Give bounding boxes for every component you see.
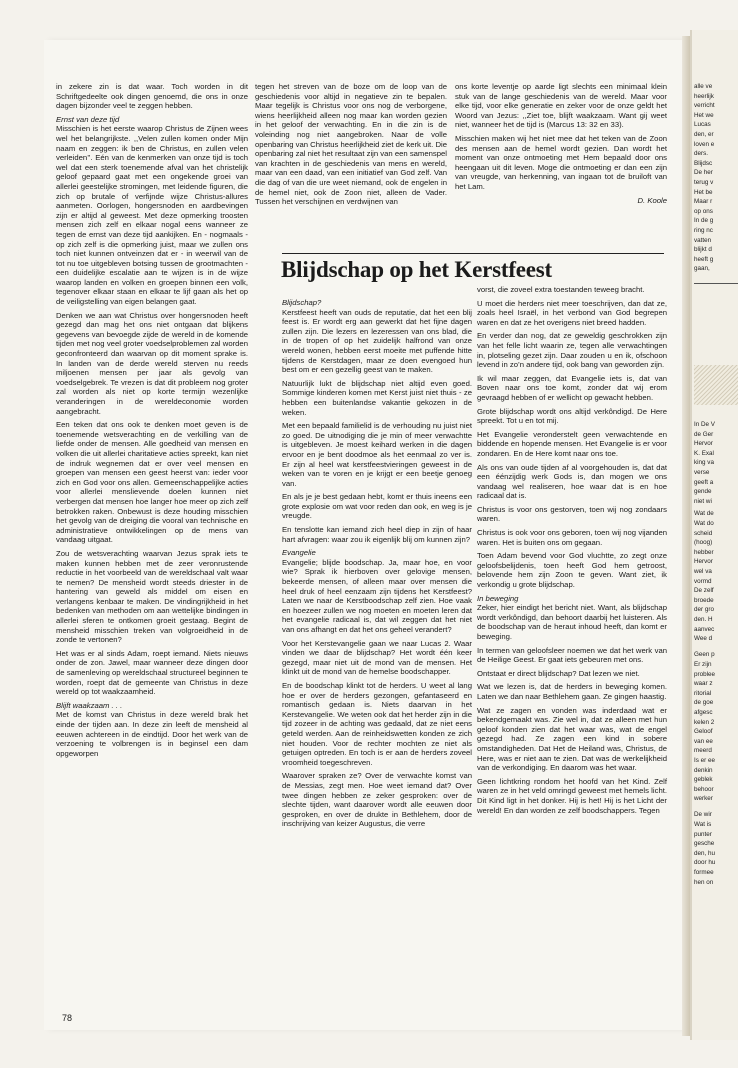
article-title: Blijdschap op het Kerstfeest xyxy=(281,257,553,282)
paragraph: Kerstfeest heeft van ouds de reputatie, dat het een blij feest is. Er wordt erg aan gewerkt dat het fijne dagen zullen zijn. Die lezers en lezeressen van ons blad, die in de tropen of op het zuidelijk halfrond van onze wereld wonen, hebben eerst moeite met puffende hitte tijdens de Kerstdagen, maar ze doen evengoed hun best om er een gezellig geest van te maken. xyxy=(282,307,472,375)
edge-text-line: Het we xyxy=(694,111,714,119)
edge-text-line: king va xyxy=(694,459,714,467)
edge-text-line: Hervor xyxy=(694,558,713,566)
article2-column-1 xyxy=(282,294,472,833)
section-heading: Ernst van deze tijd xyxy=(56,114,120,124)
paragraph: Als ons van oude tijden af al voorgehouden is, dat dat een éénzijdig werk Gods is, dan mogen we ons vandaag wel realiseren, hoe waar dat is en hoe radicaal dat is. xyxy=(477,462,667,501)
right-edge-heading-3: De wir xyxy=(694,811,712,818)
decorative-illustration xyxy=(694,365,738,405)
article1-column-2 xyxy=(255,82,447,211)
edge-text-line: op ons xyxy=(694,207,713,215)
edge-text-line: Blijdsc xyxy=(694,159,713,167)
edge-text-line: punter xyxy=(694,830,712,838)
edge-text-line: behoor xyxy=(694,785,714,793)
right-edge-heading-1: Wat de xyxy=(694,510,714,517)
edge-text-line: broede xyxy=(694,596,714,604)
edge-text-line: Wat is xyxy=(694,821,712,828)
edge-text-line: Maar r xyxy=(694,198,713,206)
edge-text-line: gesche xyxy=(694,840,715,848)
edge-text-line: den. H xyxy=(694,615,713,623)
edge-text-line: aanvec xyxy=(694,625,715,633)
edge-text-line: denkin xyxy=(694,766,713,774)
edge-text-line: heerlijk xyxy=(694,92,714,100)
paragraph: Natuurlijk lukt de blijdschap niet altijd even goed. Sommige kinderen komen met Kerst juist niet thuis - ze hebben een buitenlandse vakantie gekozen in de weken. xyxy=(282,378,472,417)
paragraph: Christus is ook voor ons geboren, toen wij nog vijanden waren. Het is buiten ons om gegaan. xyxy=(477,528,667,547)
paragraph: tegen het streven van de boze om de loop van de geschiedenis voor altijd in negatieve zin te bepalen. Maar tegelijk is Christus voor ons nog de verborgene, wiens heerlijkheid alleen nog maar kan worden gezien in het geloof der verwachting. En in die zin is de voleinding nog niet aangebroken. Naar de volle openbaring van Christus heerlijkheid ziet de kerk uit. Die openbaring zal niet het resultaat zijn van een samenspel van krachten in de geschiedenis van mens en wereld, maar van een daad, van een initiatief van God zelf. Van die dag of van die ure weet niemand, ook de engelen in de hemel niet, ook de Zoon niet, alleen de Vader. Tussen het verschijnen en verdwijnen van xyxy=(255,82,447,207)
edge-text-line: van ee xyxy=(694,737,713,745)
edge-text-line: wel va xyxy=(694,567,712,575)
paragraph: Toen Adam bevend voor God vluchtte, zo zegt onze geloofsbelijdenis, toen heeft God hem getroost, belovende hem zijn Zoon te geven. Want ziet, ik verkondig u grote blijdschap. xyxy=(477,551,667,590)
edge-text-line: In de g xyxy=(694,217,714,225)
edge-text-line: de goe xyxy=(694,699,714,707)
paragraph: Wat we lezen is, dat de herders in beweging komen. Laten we dan naar Bethlehem gaan. Ze gingen haastig. xyxy=(477,682,667,701)
edge-text-line: door hu xyxy=(694,859,716,867)
paragraph: Voor het Kerstevangelie gaan we naar Lucas 2. Waar vinden we daar de blijdschap? Het wordt één keer gezegd, maar niet uit de mond van de mensen. Het klinkt uit de mond van de hemelse boodschapper. xyxy=(282,638,472,677)
edge-text-line: De zelf xyxy=(694,587,714,595)
paragraph: Denken we aan wat Christus over hongersnoden heeft gezegd dan mag het ons niet ontgaan dat blijkens gegevens van bevoegde zijde de wereld in de komende tijden met nog veel groter voedselproblemen zal worden geconfronteerd dan waarvan op dit moment sprake is. In landen van de derde wereld sterven nu reeds miljoenen mensen per jaar als gevolg van voedselgebrek. Te vrezen is dat dit probleem nog groter zal worden als niet op korte termijn wezenlijke veranderingen in de wereldeconomie worden aangebracht. xyxy=(56,310,248,416)
edge-text-line: Het be xyxy=(694,188,713,196)
section-heading: Evangelie xyxy=(282,548,316,558)
edge-text-line: Er zijn xyxy=(694,661,712,668)
edge-text-line: De her xyxy=(694,169,713,177)
edge-text-line: geeft a xyxy=(694,478,714,486)
edge-text-line: vormd xyxy=(694,577,712,585)
edge-text-line: Hervor xyxy=(694,440,713,448)
paragraph: Ontstaat er direct blijdschap? Dat lezen we niet. xyxy=(477,668,640,678)
edge-text-line: den, hu xyxy=(694,849,716,857)
right-edge-text-top xyxy=(694,82,738,274)
edge-text-line: den, er xyxy=(694,130,714,138)
paragraph: Het Evangelie veronderstelt geen verwachtende en biddende en hopende mensen. Het Evangelie is er voor zondaren. En de Here komt naar ons toe. xyxy=(477,429,667,458)
edge-text-line: alle ve xyxy=(694,83,713,90)
edge-text-line: niet wi xyxy=(694,497,712,505)
edge-text-line: loven e xyxy=(694,140,715,148)
right-edge-text-c xyxy=(694,820,738,887)
page-gutter xyxy=(682,36,690,1036)
right-edge-text-a xyxy=(694,519,738,644)
edge-text-line: Wat do xyxy=(694,520,714,527)
edge-text-line: verricht xyxy=(694,102,715,110)
page-number: 78 xyxy=(62,1013,73,1023)
paragraph: Een teken dat ons ook te denken moet geven is de toenemende wetsverachting en de verkilling van de liefde onder de mensen. Alle goedheid van mensen en volken die uit allerlei charitatieve acties spreekt, kan niet de indruk wegnemen dat er over veel mensen en groepen van mensen een geest heerst van: ieder voor zich en God voor ons allen. Gemeenschappelijke acties voor allerlei menslievende doelen kunnen niet verbergen dat mensen hoe langer hoe meer op zich zelf betrokken raken. Onbewust is deze houding misschien het gevolg van de dreiging die vooral van technische en administratieve ontwikkelingen op de mens van vandaag uitgaat. xyxy=(56,420,248,545)
paragraph: Waarover spraken ze? Over de verwachte komst van de Messias, zegt men. Hoe weet iemand dat? Over twee dingen hebben ze zeker gesproken: over de slechte tijden, want daarover wordt alle eeuwen door gesproken, en over de drukte in Bethlehem, door de inschrijving van keizer Augustus, die verre xyxy=(282,771,472,829)
paragraph: Het was er al sinds Adam, roept iemand. Niets nieuws onder de zon. Jawel, maar wanneer deze dingen door de samenleving op wereldschaal structureel beginnen te worden, roept dat de gemeente van Christus in deze wereld op tot waakzaamheid. xyxy=(56,648,248,697)
paragraph: ons korte leventje op aarde ligt slechts een minimaal klein stuk van de lange geschiedenis van de wereld. Maar voor elke tijd, voor elke generatie en zeker voor de onze geldt het Woord van Jezus: ,,Ziet toe, blijft waakzaam. Want gij weet niet, wanneer het de tijd is (Marcus 13: 32 en 33). xyxy=(455,82,667,130)
edge-text-line: scheid xyxy=(694,529,713,537)
edge-text-line: hen on xyxy=(694,878,714,886)
edge-text-line: formee xyxy=(694,868,714,876)
edge-text-line: ders. xyxy=(694,150,708,158)
edge-text-line: werker xyxy=(694,795,713,803)
edge-text-line: hebber xyxy=(694,548,714,556)
paragraph: U moet die herders niet meer toeschrijven, dan dat ze, zoals heel Israël, in het verbond van God begrepen waren en dat ze het overigens niet breed hadden. xyxy=(477,298,667,327)
paragraph: vorst, die zoveel extra toestanden teweeg bracht. xyxy=(477,285,645,294)
paragraph: Ik wil maar zeggen, dat Evangelie iets is, dat van Boven naar ons toe komt, zonder dat wij erom gevraagd hebben of er wellicht op gewacht hebben. xyxy=(477,373,667,402)
edge-text-line: geblek xyxy=(694,776,713,784)
edge-text-line: gaan, xyxy=(694,265,710,273)
right-edge-heading-2: Geen p xyxy=(694,651,715,658)
edge-text-line: de Ger xyxy=(694,430,714,438)
paragraph: in zekere zin is dat waar. Toch worden in dit Schriftgedeelte ook dingen genoemd, die ons in onze dagen bijzonder veel te zeggen hebben. xyxy=(56,82,248,111)
edge-text-line: der gro xyxy=(694,606,714,614)
edge-text-line: Wee d xyxy=(694,635,713,643)
edge-text-line: ring nc xyxy=(694,226,713,234)
paragraph: Evangelie; blijde boodschap. Ja, maar hoe, en voor wie? Sprak ik hierboven over gelovige mensen, bekeerde mensen, of alleen maar over mensen die heel druk of heel eenzaam zijn tijdens het Kerstfeest? Laten we naar de Kerstboodschap zelf zien. Hoe vaak en hoezeer zullen we nog moeten en moeten leren dat het evangelie radicaal is, dat wil zeggen dat het niet van ons afhangt en dat het ons geheel verandert? xyxy=(282,557,472,634)
edge-text-line: In De V xyxy=(694,421,715,428)
paragraph: Grote blijdschap wordt ons altijd verkôndigd. De Here spreekt. Tot u en tot mij. xyxy=(477,406,667,426)
edge-text-line: Is er ee xyxy=(694,756,715,764)
section-heading: Blijdschap? xyxy=(282,298,322,307)
edge-text-line: verse xyxy=(694,468,710,476)
edge-text-line: heeft g xyxy=(694,255,714,263)
edge-text-line: vatten xyxy=(694,236,712,244)
title-rule xyxy=(282,253,664,254)
right-edge-text-mid xyxy=(694,420,738,506)
edge-text-line: terug v xyxy=(694,178,714,186)
edge-text-line: K. Exal xyxy=(694,449,714,457)
edge-text-line: Lucas xyxy=(694,121,711,129)
edge-text-line: kelen 2 xyxy=(694,718,715,726)
paragraph: Wat ze zagen en vonden was inderdaad wat er bekendgemaakt was. Zie wel in, dat ze alleen met hun geloof konden zien dat het waar was, wat de engel gezegd had. Ze zagen een kind in sobere omstandigheden. Dat Het de Heiland was, Christus, de Here, was er niet aan te zien. Dat was de werkelijkheid van de verkondiging. En daarom was het waar. xyxy=(477,705,667,773)
paragraph: Christus is voor ons gestorven, toen wij nog zondaars waren. xyxy=(477,504,667,524)
paragraph: Geen lichtkring rondom het hoofd van het Kind. Zelf waren ze in het veld omringd geweest met hemels licht. Dit Kind ligt in het donker. Hij is het! Hij is het Licht der wereld! En dan worden ze zelf boodschappers. Tegen xyxy=(477,776,667,815)
paragraph: Zou de wetsverachting waarvan Jezus sprak iets te maken kunnen hebben met de zeer veronrustende reductie in het voorbeeld van de wereldschaal valt waar te nemen? De mensheid wordt steeds driester in de hantering van geweld als middel om eisen en verlangens kenbaar te maken. De vindingrijkheid in het bedenken van methoden om aan wettelijke bindingen in allerlei sferen te ontkomen groeit gestaag. Begint de mensheid misschien treken van volgroeidheid in de zonde te vertonen? xyxy=(56,548,248,645)
right-edge-rule xyxy=(694,283,738,284)
edge-text-line: meerd xyxy=(694,747,712,755)
edge-text-line: afgesc xyxy=(694,708,713,716)
paragraph: Misschien maken wij het niet mee dat het teken van de Zoon des mensen aan de hemel wordt gezien. Dan wordt het moment van onze ontmoeting met Hem bepaald door ons heengaan uit dit leven. Moge die ontmoeting er dan een zijn van vreugde, van herkenning, van ingaan tot de bruiloft van het Lam. xyxy=(455,133,667,191)
edge-text-line: problee xyxy=(694,670,716,678)
paragraph: Met de komst van Christus in deze wereld brak het einde der tijden aan. In deze zin leeft de mensheid al eeuwen achtereen in de eindtijd. Door het werk van de verzoening te volbrengen is in beginsel een dam opgeworpen xyxy=(56,710,248,758)
right-edge-text-b xyxy=(694,660,738,804)
edge-text-line: (hoog) xyxy=(694,539,713,547)
paragraph: En de boodschap klinkt tot de herders. U weet al lang hoe er over de herders gezongen, gefantaseerd en romantisch gedaan is. Niets daarvan in het Kerstevangelie. We weten ook dat het herder zijn in die tijd zozeer in de achting was gedaald, dat ze niet eens geteld werden. Aan de reinheidswetten konden ze zich niet houden. Voor de rechter mochten ze niet als getuigen optreden. En toch is er aan de herders zoveel vroomheid toegeschreven. xyxy=(282,680,472,767)
paragraph: Zeker, hier eindigt het bericht niet. Want, als blijdschap wordt verkôndigd, dan behoort daarbij het luisteren. Als de boodschap van de heraut inhoud heeft, dan komt er beweging. xyxy=(477,603,667,641)
article2-column-2 xyxy=(477,285,667,819)
article1-column-1 xyxy=(56,82,248,762)
paragraph: Misschien is het eerste waarop Christus de Zijnen wees wel het belangrijkste. ,,Velen zullen komen onder Mijn naam en zeggen: ik ben de Christus, en zullen velen verleiden’’. Eén van de kenmerken van onze tijd is toch wel dat een sterk toenemende afval van het christelijk geloof gepaard gaat met een ongekende groei van allerlei geestelijke stromingen, met leidende figuren, die zich op brutale of verfijnde wijze Christus-allures aanmeten. Oorlogen, hongersnoden en aardbevingen zijn er altijd al geweest. Met deze opmerking troosten mensen zich zelf en elkaar nogal eens wanneer ze tegen de ernst van deze tijd aankijken. En - nogmaals - op zich zelf is die opmerking juist, maar we zullen ons toch niet kunnen ontveinzen dat er - in weerwil van de tot nu toe uitgebleven botsing tussen de grootmachten - een duidelijke escalatie aan te wijzen is in de wijze waarop landen en volken en groepen binnen een volk, tegenover elkaar staan en elkaar te lijf gaan als het op de veiligstelling van eigen belangen gaat. xyxy=(56,124,248,307)
paragraph: En tenslotte kan iemand zich heel diep in zijn of haar hart afvragen: waar zou ik eigenlijk blij om kunnen zijn? xyxy=(282,525,472,544)
article1-column-3 xyxy=(455,82,667,209)
paragraph: En verder dan nog, dat ze geweldig geschrokken zijn van het felle licht waarin ze, tegen alle verwachtingen in, plotseling gezet zijn. Daar zouden u en ik, ofschoon levend in zo’n andere tijd, ook bang van geworden zijn. xyxy=(477,331,667,370)
section-heading: In beweging xyxy=(477,593,519,603)
section-heading: Blijft waakzaam . . . xyxy=(56,700,123,710)
edge-text-line: Geloof xyxy=(694,728,713,736)
paragraph: Met een bepaald familielid is de verhouding nu juist niet zo goed. De uitnodiging die je min of meer verwachtte is uitgebleven. Je moest keihard werken in die dagen ervoor en je bent doodmoe als het eenmaal zo ver is. Er zijn al heel wat kerstfeestvieringen geweest in de weken van te voren en je krijgt er een beetje genoeg van. xyxy=(282,421,472,488)
edge-text-line: waar z xyxy=(694,680,713,688)
paragraph: In termen van geloofsleer noemen we dat het werk van de Heilige Geest. Er gaat iets gebeuren met ons. xyxy=(477,645,667,665)
paragraph: En als je je best gedaan hebt, komt er thuis ineens een grote explosie om wat voor reden dan ook, en weg is je vreugde. xyxy=(282,492,472,521)
edge-text-line: blijkt d xyxy=(694,246,712,254)
author-signature: D. Koole xyxy=(637,195,667,205)
edge-text-line: ritorial xyxy=(694,689,712,697)
edge-text-line: gende xyxy=(694,488,712,496)
